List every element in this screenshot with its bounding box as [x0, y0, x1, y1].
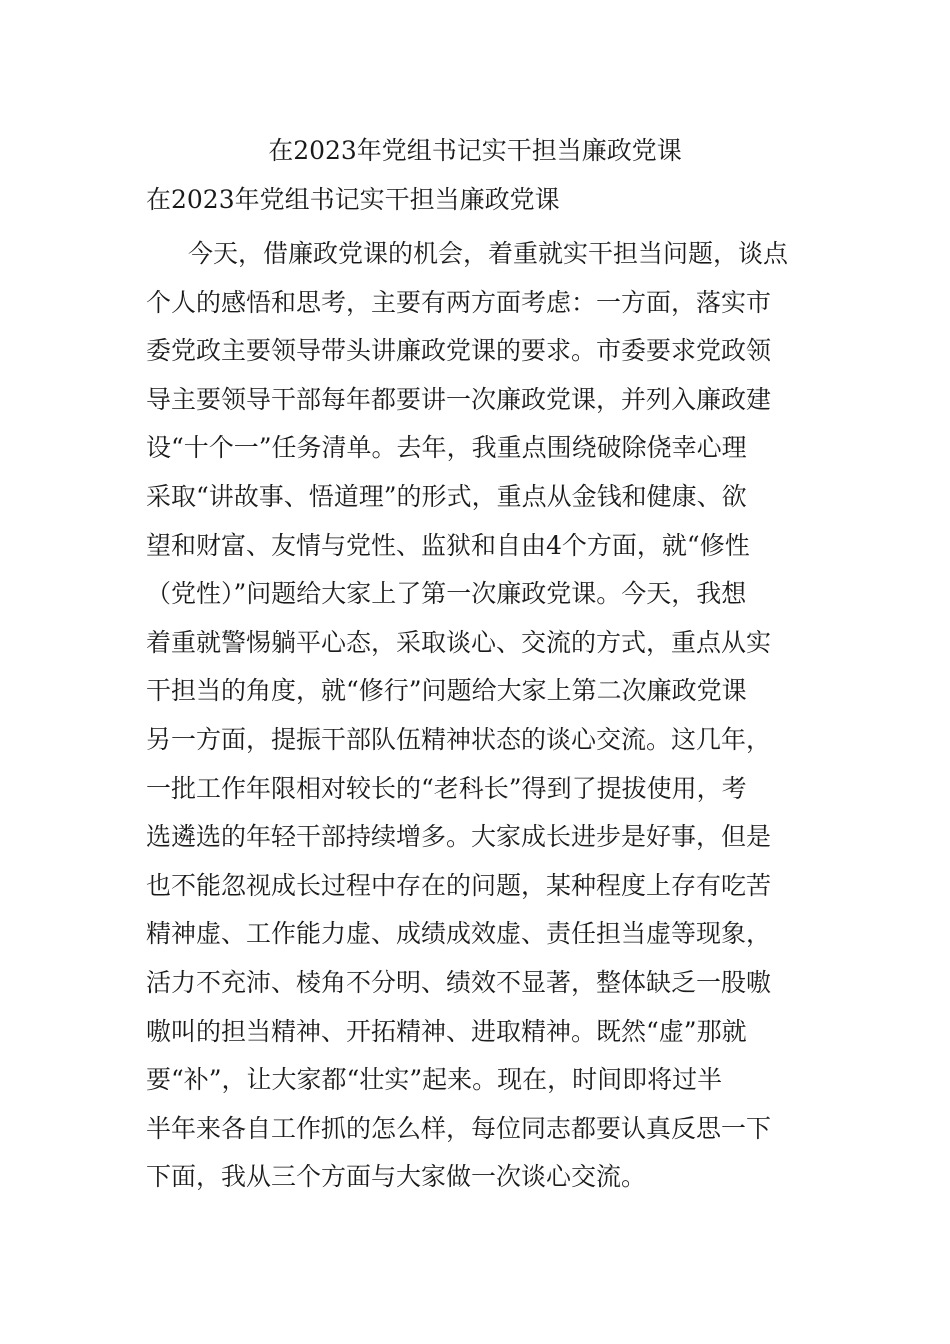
paragraph-line: 采取“讲故事、悟道理”的形式，重点从金钱和健康、欲 [146, 481, 747, 511]
paragraph-line: 下面，我从三个方面与大家做一次谈心交流。 [146, 1162, 647, 1192]
paragraph-line: （党性）”问题给大家上了第一次廉政党课。今天，我想 [146, 579, 747, 609]
paragraph-line: 要“补”，让大家都“壮实”起来。现在，时间即将过半 [146, 1065, 723, 1095]
paragraph-line: 精神虚、工作能力虚、成绩成效虚、责任担当虚等现象， [146, 919, 772, 949]
paragraph-line: 活力不充沛、棱角不分明、绩效不显著，整体缺乏一股嗷 [146, 967, 772, 997]
paragraph-line: 嗷叫的担当精神、开拓精神、进取精神。既然“虚”那就 [146, 1016, 747, 1046]
paragraph-line: 另一方面，提振干部队伍精神状态的谈心交流。这几年， [146, 724, 772, 754]
paragraph-line: 选遴选的年轻干部持续增多。大家成长进步是好事，但是 [146, 822, 772, 852]
paragraph-line: 也不能忽视成长过程中存在的问题，某种程度上存有吃苦 [146, 870, 772, 900]
paragraph-line: 设“十个一”任务清单。去年，我重点围绕破除侥幸心理 [146, 433, 747, 463]
paragraph-line: 个人的感悟和思考，主要有两方面考虑：一方面，落实市 [146, 287, 772, 317]
paragraph-line: 半年来各自工作抓的怎么样，每位同志都要认真反思一下 [146, 1113, 772, 1143]
document-title: 在2023年党组书记实干担当廉政党课 [268, 136, 682, 165]
body-paragraph [146, 230, 816, 1202]
paragraph-line: 着重就警惕躺平心态，采取谈心、交流的方式，重点从实 [146, 627, 772, 657]
paragraph-line: 委党政主要领导带头讲廉政党课的要求。市委要求党政领 [146, 336, 772, 366]
paragraph-line: 望和财富、友情与党性、监狱和自由4个方面，就“修性 [146, 530, 750, 560]
paragraph-line: 今天，借廉政党课的机会，着重就实干担当问题，谈点 [188, 239, 789, 268]
paragraph-line: 一批工作年限相对较长的“老科长”得到了提拔使用，考 [146, 773, 747, 803]
paragraph-line: 导主要领导干部每年都要讲一次廉政党课，并列入廉政建 [146, 384, 772, 414]
document-subtitle: 在2023年党组书记实干担当廉政党课 [146, 185, 560, 214]
paragraph-line: 干担当的角度，就“修行”问题给大家上第二次廉政党课 [146, 676, 747, 706]
